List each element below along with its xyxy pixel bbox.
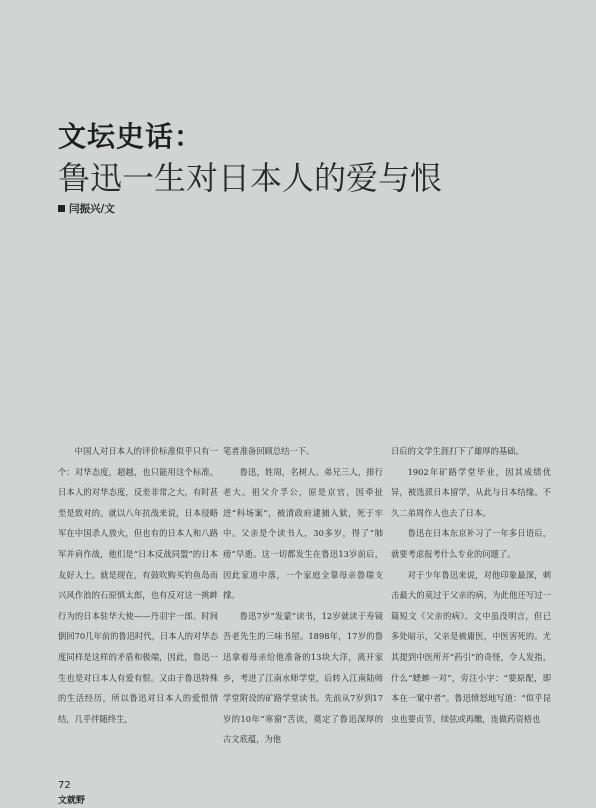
author-name: 闫振兴/文 <box>69 203 115 215</box>
article-title: 鲁迅一生对日本人的爱与恨 <box>58 159 443 197</box>
paragraph: 日后的文学生涯打下了雄厚的基础。 <box>391 446 524 456</box>
text-column-2 <box>223 441 383 750</box>
text-column-1 <box>58 441 218 729</box>
paragraph: 鲁迅7岁“发蒙”读书，12岁就读于寿镜吾老先生的三味书屋。1898年，17岁的鲁迅拿着母亲给他准备的13块大洋，离开家乡，考进了江南水师学堂，后转入江南陆师学堂附设的矿路学堂读书。先前从7岁到17岁的10年“寒窗”苦读，奠定了鲁迅深厚的古文底蕴，为他 <box>223 610 383 745</box>
paragraph: 笔者准备回顾总结一下。 <box>223 446 315 456</box>
page-number: 72 <box>58 780 71 791</box>
author-byline <box>58 201 115 216</box>
paragraph: 鲁迅，姓周，名树人。弟兄三人，排行老大。祖父介孚公，原是京官，因牵扯进“科场案”，被清政府逮捕入狱，死于牢中。父亲是个读书人，30多岁，得了“肺痨”早逝。这一切都发生在鲁迅13岁前后，因此家道中落，一个家庭全靠母亲鲁瑞支撑。 <box>223 466 383 601</box>
text-column-3 <box>391 441 551 729</box>
magazine-name: 文就野 <box>58 796 86 806</box>
paragraph: 对于少年鲁迅来说，对他印象最深，刺击最大的莫过于父亲的病，为此他还写过一篇短文《父亲的病》。文中虽没明言，但已多处暗示，父亲是被庸医，中医害死的。尤其提到中医所开“药引”的奇怪，令人发指，什么“蟋蟀一对”，旁注小字：“要原配，即本在一窠中者”。鲁迅愤怒地写道：“似乎昆虫也要贞节，续弦或再醮，连做药资格也 <box>391 569 551 724</box>
article-category-title: 文坛史话： <box>58 120 204 153</box>
paragraph: 中国人对日本人的评价标准似乎只有一个：对华态度，超越，也只能用这个标准。日本人的对华态度，反差非常之大，有时甚至是致对的。就以八年抗战来说，日本侵略军在中国杀人放火，但也有的日本人和八路军并肩作战，他们是“日本反战同盟”的日本友好人士。就是现在，有鼓吹购买钓鱼岛而兴风作浪的石原慎太郎，也有反对这一挑衅行为的日本驻华大使——丹羽宇一郎。时间倒回70几年前的鲁迅时代，日本人的对华态度同样是这样的矛盾和极端，因此，鲁迅一生也是对日本人有爱有恨。又由于鲁迅特殊的生活经历，所以鲁迅对日本人的爱恨情结，几乎伴随终生， <box>58 446 218 724</box>
square-bullet-icon <box>58 205 65 212</box>
paragraph: 鲁迅在日本东京补习了一年多日语后，就要考虑报考什么专业的问题了。 <box>391 528 551 559</box>
paragraph: 1902年矿路学堂毕业，因其成绩优异，被选派日本留学，从此与日本结缘。不久二弟周作人也去了日本。 <box>391 466 551 518</box>
